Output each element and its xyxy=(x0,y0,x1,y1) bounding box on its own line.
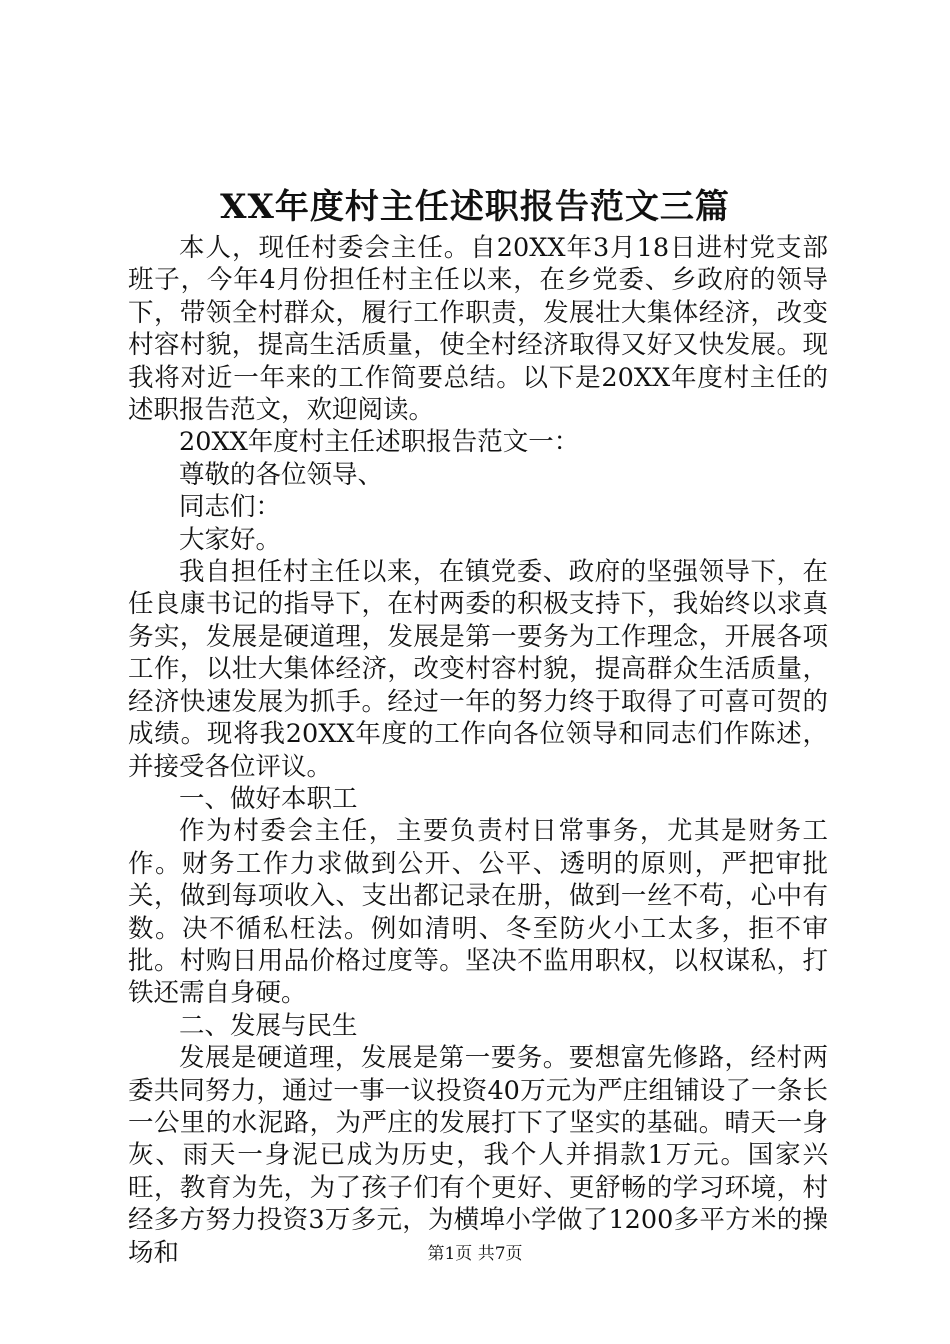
paragraph-intro: 本人，现任村委会主任。自20XX年3月18日进村党支部班子，今年4月份担任村主任以来，在乡党委、乡政府的领导下，带领全村群众，履行工作职责，发展壮大集体经济，改变村容村貌，提高生活质量，使全村经济取得又好又快发展。现我将对近一年来的工作简要总结。以下是20XX年度村主任的述职报告范文，欢迎阅读。 xyxy=(128,233,828,426)
page-number-footer: 第1页 共7页 xyxy=(427,1244,523,1264)
section-heading-2: 二、发展与民生 xyxy=(179,1010,358,1041)
paragraph-sample-heading: 20XX年度村主任述职报告范文一： xyxy=(179,427,580,458)
paragraph-greeting: 大家好。 xyxy=(179,524,282,555)
paragraph-overview: 我自担任村主任以来，在镇党委、政府的坚强领导下，在任良康书记的指导下，在村两委的积极支持下，我始终以求真务实，发展是硬道理，发展是第一要务为工作理念，开展各项工作，以壮大集体经济，改变村容村貌，提高群众生活质量，经济快速发展为抓手。经过一年的努力终于取得了可喜可贺的成绩。现将我20XX年度的工作向各位领导和同志们作陈述，并接受各位评议。 xyxy=(128,557,828,782)
paragraph-salutation-leaders: 尊敬的各位领导、 xyxy=(179,459,384,490)
paragraph-section-2: 发展是硬道理，发展是第一要务。要想富先修路，经村两委共同努力，通过一事一议投资40万元为严庄组铺设了一条长一公里的水泥路，为严庄的发展打下了坚实的基础。晴天一身灰、雨天一身泥已成为历史，我个人并捐款1万元。国家兴旺，教育为先，为了孩子们有个更好、更舒畅的学习环境，村经多方努力投资3万多元，为横埠小学做了1200多平方米的操场和 xyxy=(128,1043,828,1268)
paragraph-salutation-comrades: 同志们： xyxy=(179,492,282,523)
paragraph-section-1: 作为村委会主任，主要负责村日常事务，尤其是财务工作。财务工作力求做到公开、公平、透明的原则，严把审批关，做到每项收入、支出都记录在册，做到一丝不苟，心中有数。决不循私枉法。例如清明、冬至防火小工太多，拒不审批。村购日用品价格过度等。坚决不监用职权，以权谋私，打铁还需自身硬。 xyxy=(128,816,828,1009)
document-title: XX年度村主任述职报告范文三篇 xyxy=(220,187,730,227)
section-heading-1: 一、做好本职工 xyxy=(179,783,358,814)
document-body xyxy=(128,232,828,1269)
